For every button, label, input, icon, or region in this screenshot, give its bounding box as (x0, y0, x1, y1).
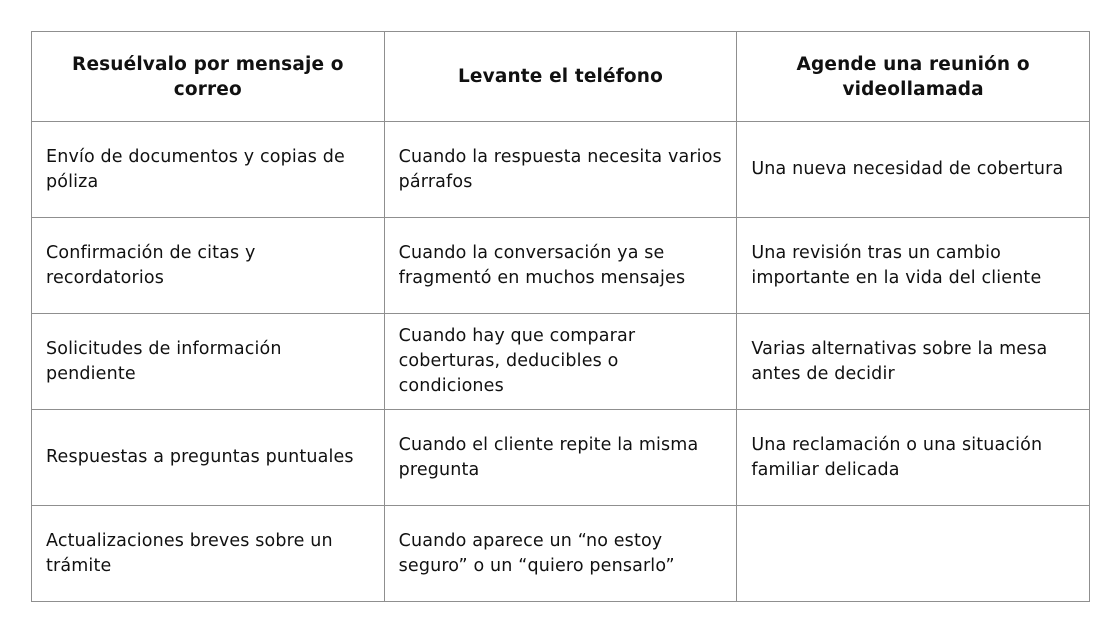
table-cell-meeting: Una nueva necesidad de cobertura (737, 122, 1090, 218)
table-cell-meeting: Una reclamación o una situación familiar delicada (737, 410, 1090, 506)
table-cell-phone: Cuando la respuesta necesita varios párrafos (384, 122, 737, 218)
table-cell-message: Confirmación de citas y recordatorios (32, 218, 385, 314)
table-header (32, 32, 1090, 122)
table-cell-message: Envío de documentos y copias de póliza (32, 122, 385, 218)
table-cell-message: Actualizaciones breves sobre un trámite (32, 506, 385, 602)
header-meeting-or-videocall: Agende una reunión o videollamada (737, 32, 1090, 122)
table-cell-meeting-empty (737, 506, 1090, 602)
table-cell-message: Solicitudes de información pendiente (32, 314, 385, 410)
table-body (32, 122, 1090, 602)
header-message-or-email: Resuélvalo por mensaje o correo (32, 32, 385, 122)
header-row (32, 32, 1090, 122)
table-cell-phone: Cuando hay que comparar coberturas, deducibles o condiciones (384, 314, 737, 410)
table-cell-meeting: Una revisión tras un cambio importante en la vida del cliente (737, 218, 1090, 314)
table-row (32, 506, 1090, 602)
table-cell-phone: Cuando la conversación ya se fragmentó en muchos mensajes (384, 218, 737, 314)
table-cell-meeting: Varias alternativas sobre la mesa antes de decidir (737, 314, 1090, 410)
table-row (32, 314, 1090, 410)
table-cell-phone: Cuando el cliente repite la misma pregunta (384, 410, 737, 506)
table-row (32, 122, 1090, 218)
table-row (32, 410, 1090, 506)
table-cell-phone: Cuando aparece un “no estoy seguro” o un “quiero pensarlo” (384, 506, 737, 602)
table-cell-message: Respuestas a preguntas puntuales (32, 410, 385, 506)
header-phone: Levante el teléfono (384, 32, 737, 122)
table-row (32, 218, 1090, 314)
communication-channel-table (31, 31, 1090, 602)
